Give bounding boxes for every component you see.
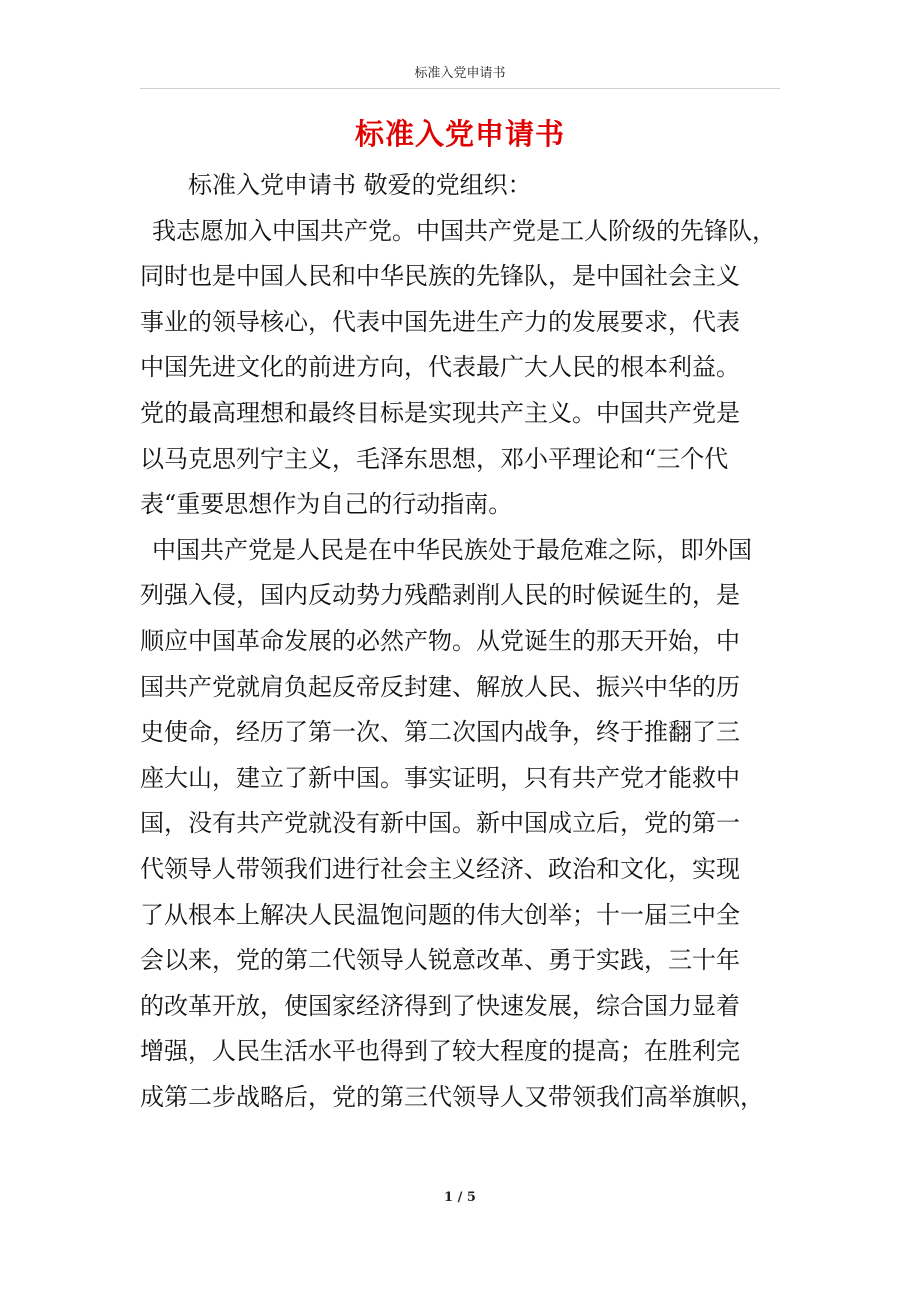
paragraph-line: 成第二步战略后，党的第三代领导人又带领我们高举旗帜， xyxy=(140,1082,764,1111)
paragraph-line: 代领导人带领我们进行社会主义经济、政治和文化，实现 xyxy=(140,854,740,883)
paragraph-line: 增强，人民生活水平也得到了较大程度的提高；在胜利完 xyxy=(140,1037,740,1066)
header-divider xyxy=(140,88,780,89)
paragraph-line: 列强入侵，国内反动势力残酷剥削人民的时候诞生的，是 xyxy=(140,581,740,610)
document-body xyxy=(140,163,784,1120)
running-header: 标准入党申请书 xyxy=(414,66,506,81)
paragraph-line: 中国共产党是人民是在中华民族处于最危难之际，即外国 xyxy=(152,535,752,564)
paragraph-line: 会以来，党的第二代领导人锐意改革、勇于实践，三十年 xyxy=(140,946,740,975)
paragraph-line: 的改革开放，使国家经济得到了快速发展，综合国力显着 xyxy=(140,991,740,1020)
paragraph-line: 我志愿加入中国共产党。中国共产党是工人阶级的先锋队， xyxy=(152,216,776,245)
paragraph-line: 事业的领导核心，代表中国先进生产力的发展要求，代表 xyxy=(140,307,740,336)
paragraph-line: 座大山，建立了新中国。事实证明，只有共产党才能救中 xyxy=(140,763,740,792)
paragraph-line: 国，没有共产党就没有新中国。新中国成立后，党的第一 xyxy=(140,809,740,838)
salutation-line: 标准入党申请书 敬爱的党组织： xyxy=(188,171,532,199)
paragraph-line: 国共产党就肩负起反帝反封建、解放人民、振兴中华的历 xyxy=(140,672,740,701)
paragraph-line: 以马克思列宁主义，毛泽东思想，邓小平理论和“三个代 xyxy=(140,444,729,473)
paragraph-line: 表“重要思想作为自己的行动指南。 xyxy=(140,490,513,519)
paragraph-line: 了从根本上解决人民温饱问题的伟大创举；十一届三中全 xyxy=(140,900,740,929)
page-number: 1 / 5 xyxy=(444,1190,476,1205)
paragraph-line: 同时也是中国人民和中华民族的先锋队，是中国社会主义 xyxy=(140,262,740,291)
document-title: 标准入党申请书 xyxy=(354,117,565,151)
paragraph-line: 中国先进文化的前进方向，代表最广大人民的根本利益。 xyxy=(140,353,740,382)
paragraph-line: 党的最高理想和最终目标是实现共产主义。中国共产党是 xyxy=(140,398,740,427)
paragraph-line: 顺应中国革命发展的必然产物。从党诞生的那天开始，中 xyxy=(140,626,740,655)
paragraph-line: 史使命，经历了第一次、第二次国内战争，终于推翻了三 xyxy=(140,718,740,747)
